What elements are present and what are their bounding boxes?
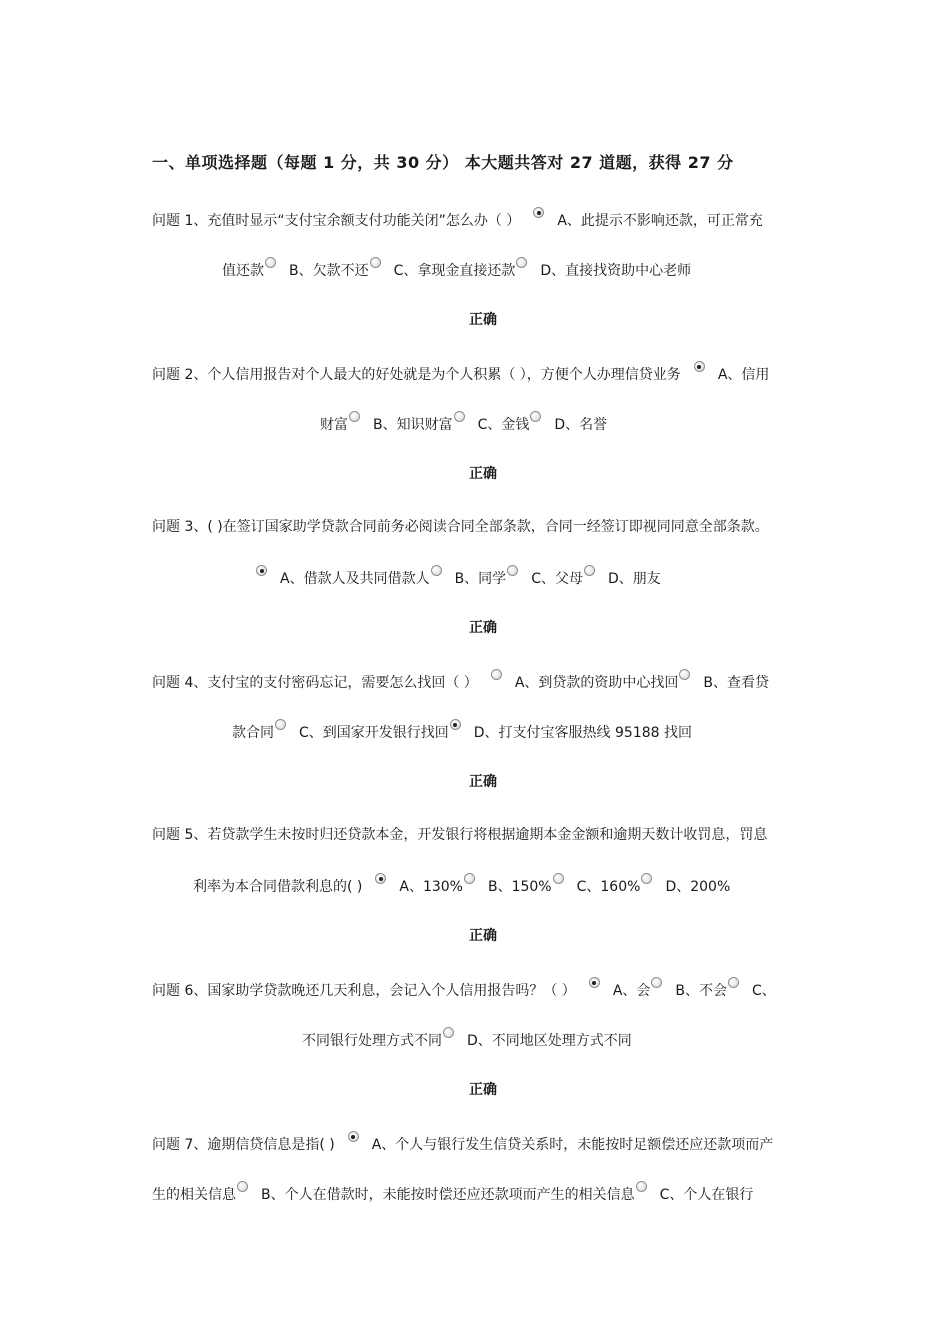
question-2-stem: 问题 2、个人信用报告对个人最大的好处就是为个人积累（ ），方便个人办理信贷业务 [152, 367, 681, 383]
radio-q3-b[interactable] [431, 565, 442, 576]
question-6-line-2 [302, 1031, 632, 1051]
question-3-line-1 [152, 517, 769, 537]
radio-q5-c[interactable] [553, 873, 564, 884]
question-2-line-1 [152, 365, 769, 385]
question-1-line-1 [152, 211, 763, 231]
radio-q4-b[interactable] [679, 669, 690, 680]
radio-q2-c[interactable] [454, 411, 465, 422]
radio-q5-a[interactable] [375, 873, 386, 884]
radio-q2-b[interactable] [349, 411, 360, 422]
q6-option-a: A、会 [612, 983, 651, 999]
radio-q3-c[interactable] [507, 565, 518, 576]
radio-q5-b[interactable] [464, 873, 475, 884]
q1-option-b: B、欠款不还 [289, 263, 369, 279]
radio-q6-a[interactable] [589, 977, 600, 988]
question-4-stem: 问题 4、支付宝的支付密码忘记，需要怎么找回（ ） [152, 675, 478, 691]
q5-result: 正确 [469, 928, 497, 944]
radio-q4-a[interactable] [491, 669, 502, 680]
question-5-line-2 [193, 877, 730, 897]
q1-result: 正确 [469, 312, 497, 328]
q1-option-a: A、此提示不影响还款，可正常充 [557, 213, 763, 229]
radio-q7-b[interactable] [237, 1181, 248, 1192]
radio-q3-a[interactable] [256, 565, 267, 576]
q4-result: 正确 [469, 774, 497, 790]
question-6-stem: 问题 6、国家助学贷款晚还几天利息，会记入个人信用报告吗？（ ） [152, 983, 576, 999]
section-title: 一、单项选择题（每题 1 分，共 30 分） 本大题共答对 27 道题，获得 27 分 [152, 153, 734, 172]
question-3-line-2 [255, 569, 661, 589]
q6-result: 正确 [469, 1082, 497, 1098]
q6-option-d: D、不同地区处理方式不同 [467, 1033, 632, 1049]
q3-option-d: D、朋友 [607, 571, 661, 587]
radio-q7-a[interactable] [348, 1131, 359, 1142]
q1-option-d: D、直接找资助中心老师 [540, 263, 692, 279]
q3-option-c: C、父母 [531, 571, 583, 587]
question-3-stem: 问题 3、( )在签订国家助学贷款合同前务必阅读合同全部条款，合同一经签订即视同同意全部条款。 [152, 519, 769, 535]
q2-option-b: B、知识财富 [373, 417, 453, 433]
q7-option-a-cont: 生的相关信息 [152, 1187, 236, 1203]
question-6-line-1 [152, 981, 776, 1001]
radio-q1-c[interactable] [370, 257, 381, 268]
question-7-line-2 [152, 1185, 753, 1205]
q3-option-b: B、同学 [454, 571, 507, 587]
q5-option-c: C、160% [576, 879, 641, 895]
q7-option-a: A、个人与银行发生信贷关系时，未能按时足额偿还应还款项而产 [371, 1137, 774, 1153]
question-7-stem: 问题 7、逾期信贷信息是指( ) [152, 1137, 335, 1153]
question-7-line-1 [152, 1135, 773, 1155]
q2-option-a: A、信用 [717, 367, 770, 383]
q3-option-a: A、借款人及共同借款人 [280, 571, 430, 587]
q6-option-c-cont: 不同银行处理方式不同 [302, 1033, 442, 1049]
radio-q5-d[interactable] [641, 873, 652, 884]
radio-q3-d[interactable] [584, 565, 595, 576]
radio-q1-d[interactable] [516, 257, 527, 268]
question-4-line-2 [232, 723, 692, 743]
q2-result: 正确 [469, 466, 497, 482]
q2-option-d: D、名誉 [554, 417, 608, 433]
question-5-stem-cont: 利率为本合同借款利息的( ) [193, 879, 363, 895]
radio-q1-b[interactable] [265, 257, 276, 268]
q5-option-b: B、150% [487, 879, 552, 895]
question-5-line-1 [152, 825, 767, 845]
radio-q1-a[interactable] [533, 207, 544, 218]
q4-option-d: D、打支付宝客服热线 95188 找回 [473, 725, 692, 741]
question-1-stem: 问题 1、充值时显示“支付宝余额支付功能关闭”怎么办（ ） [152, 213, 521, 229]
q2-option-c: C、金钱 [477, 417, 530, 433]
radio-q6-c[interactable] [728, 977, 739, 988]
q1-option-c: C、拿现金直接还款 [393, 263, 516, 279]
q4-option-b-cont: 款合同 [232, 725, 274, 741]
q3-result: 正确 [469, 620, 497, 636]
radio-q2-d[interactable] [530, 411, 541, 422]
question-4-line-1 [152, 673, 769, 693]
q4-option-a: A、到贷款的资助中心找回 [514, 675, 679, 691]
q7-option-b: B、个人在借款时，未能按时偿还应还款项而产生的相关信息 [261, 1187, 635, 1203]
q2-option-a-cont: 财富 [320, 417, 348, 433]
q6-option-b: B、不会 [675, 983, 727, 999]
radio-q6-d[interactable] [443, 1027, 454, 1038]
radio-q4-c[interactable] [275, 719, 286, 730]
q4-option-b: B、查看贷 [703, 675, 769, 691]
q4-option-c: C、到国家开发银行找回 [299, 725, 449, 741]
question-2-line-2 [320, 415, 607, 435]
radio-q4-d[interactable] [450, 719, 461, 730]
q1-option-a-cont: 值还款 [222, 263, 264, 279]
radio-q2-a[interactable] [694, 361, 705, 372]
question-5-stem: 问题 5、若贷款学生未按时归还贷款本金，开发银行将根据逾期本金金额和逾期天数计收罚息，罚息 [152, 827, 768, 843]
q5-option-d: D、200% [665, 879, 731, 895]
radio-q7-c[interactable] [636, 1181, 647, 1192]
q6-option-c: C、 [752, 983, 776, 999]
radio-q6-b[interactable] [651, 977, 662, 988]
q7-option-c: C、个人在银行 [659, 1187, 754, 1203]
q5-option-a: A、130% [399, 879, 463, 895]
question-1-line-2 [222, 261, 691, 281]
